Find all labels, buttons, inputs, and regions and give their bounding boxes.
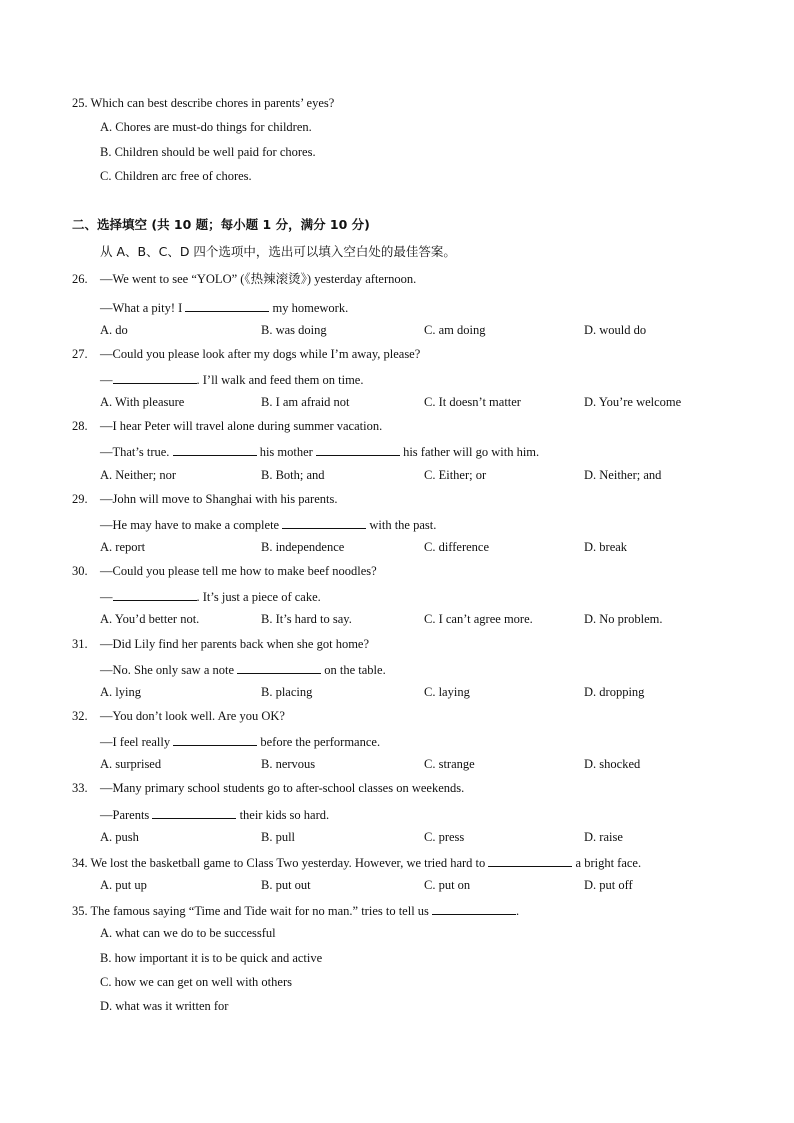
option-b: B. placing (261, 685, 313, 699)
q25-stem: 25. Which can best describe chores in parents’ eyes? (72, 96, 335, 110)
option-c: C. am doing (424, 323, 486, 337)
question-line-1: —Could you please look after my dogs while I’m away, please? (100, 347, 421, 361)
option-c: C. difference (424, 540, 490, 554)
option-d: D. put off (584, 878, 633, 892)
question-line-2: —What a pity! I my homework. (100, 301, 349, 315)
question-line-2: —I feel really before the performance. (100, 735, 381, 749)
option-a: A. surprised (100, 757, 162, 771)
option-a: A. do (100, 323, 128, 337)
question-line-2: — . It’s just a piece of cake. (100, 590, 321, 604)
option-b: B. pull (261, 830, 296, 844)
option-c: C. laying (424, 685, 470, 699)
option-b: B. It’s hard to say. (261, 612, 352, 626)
question-number: 32. (72, 709, 88, 723)
question-line-1: —We went to see “YOLO” (《热辣滚烫》) yesterday afternoon. (100, 272, 417, 286)
option-c: C. press (424, 830, 465, 844)
option-a: A. put up (100, 878, 147, 892)
option-b: B. I am afraid not (261, 395, 350, 409)
question-line-1: —You don’t look well. Are you OK? (100, 709, 285, 723)
answer-blank (173, 734, 257, 746)
question-line-1: —I hear Peter will travel alone during summer vacation. (100, 419, 383, 433)
question-number: 27. (72, 347, 88, 361)
option-d: D. would do (584, 323, 647, 337)
option-a: A. push (100, 830, 139, 844)
option-c: C. Either; or (424, 468, 487, 482)
option-a: A. You’d better not. (100, 612, 200, 626)
question-line-2: —That’s true. his mother his father will go with him. (100, 445, 540, 459)
question-line-1: —Did Lily find her parents back when she got home? (100, 637, 370, 651)
option-d: D. dropping (584, 685, 645, 699)
answer-blank (488, 855, 572, 867)
answer-blank (237, 662, 321, 674)
option-a: A. report (100, 540, 146, 554)
section-instruction: 从 A、B、C、D 四个选项中，选出可以填入空白处的最佳答案。 (100, 244, 456, 259)
option-b: B. independence (261, 540, 345, 554)
option-c: C. I can’t agree more. (424, 612, 533, 626)
option-b: B. nervous (261, 757, 316, 771)
question-stem: 34. We lost the basketball game to Class Two yesterday. However, we tried hard to a bright face. (72, 856, 642, 870)
answer-blank (173, 444, 257, 456)
option-a: A. With pleasure (100, 395, 185, 409)
option-d: D. break (584, 540, 628, 554)
option-d: D. raise (584, 830, 623, 844)
question-line-1: —Many primary school students go to after-school classes on weekends. (100, 781, 465, 795)
option-d: D. what was it written for (100, 999, 229, 1013)
question-stem: 35. The famous saying “Time and Tide wait for no man.” tries to tell us . (72, 904, 520, 918)
option-b: B. was doing (261, 323, 327, 337)
option-d: D. Neither; and (584, 468, 662, 482)
question-number: 26. (72, 272, 88, 286)
question-number: 30. (72, 564, 88, 578)
question-line-2: —Parents their kids so hard. (100, 808, 330, 822)
answer-blank (282, 517, 366, 529)
answer-blank (432, 903, 516, 915)
option-c: C. strange (424, 757, 475, 771)
option-b: B. how important it is to be quick and active (100, 951, 323, 965)
question-number: 28. (72, 419, 88, 433)
q25-option-a: A. Chores are must-do things for children. (100, 120, 312, 134)
option-d: D. shocked (584, 757, 641, 771)
answer-blank (152, 807, 236, 819)
answer-blank (316, 444, 400, 456)
option-a: A. what can we do to be successful (100, 926, 276, 940)
option-c: C. put on (424, 878, 471, 892)
option-b: B. put out (261, 878, 311, 892)
question-number: 31. (72, 637, 88, 651)
option-b: B. Both; and (261, 468, 325, 482)
question-number: 29. (72, 492, 88, 506)
q25-option-c: C. Children arc free of chores. (100, 169, 252, 183)
question-line-2: — . I’ll walk and feed them on time. (100, 373, 364, 387)
question-number: 33. (72, 781, 88, 795)
answer-blank (113, 372, 197, 384)
question-line-2: —He may have to make a complete with the past. (100, 518, 437, 532)
question-line-1: —John will move to Shanghai with his parents. (100, 492, 338, 506)
option-d: D. You’re welcome (584, 395, 682, 409)
section-title: 二、选择填空 (共 10 题；每小题 1 分，满分 10 分) (72, 217, 370, 232)
option-a: A. Neither; nor (100, 468, 177, 482)
option-a: A. lying (100, 685, 141, 699)
question-line-2: —No. She only saw a note on the table. (100, 663, 386, 677)
answer-blank (185, 300, 269, 312)
option-c: C. how we can get on well with others (100, 975, 292, 989)
option-c: C. It doesn’t matter (424, 395, 521, 409)
q25-option-b: B. Children should be well paid for chores. (100, 145, 316, 159)
option-d: D. No problem. (584, 612, 663, 626)
question-line-1: —Could you please tell me how to make beef noodles? (100, 564, 377, 578)
answer-blank (113, 589, 197, 601)
